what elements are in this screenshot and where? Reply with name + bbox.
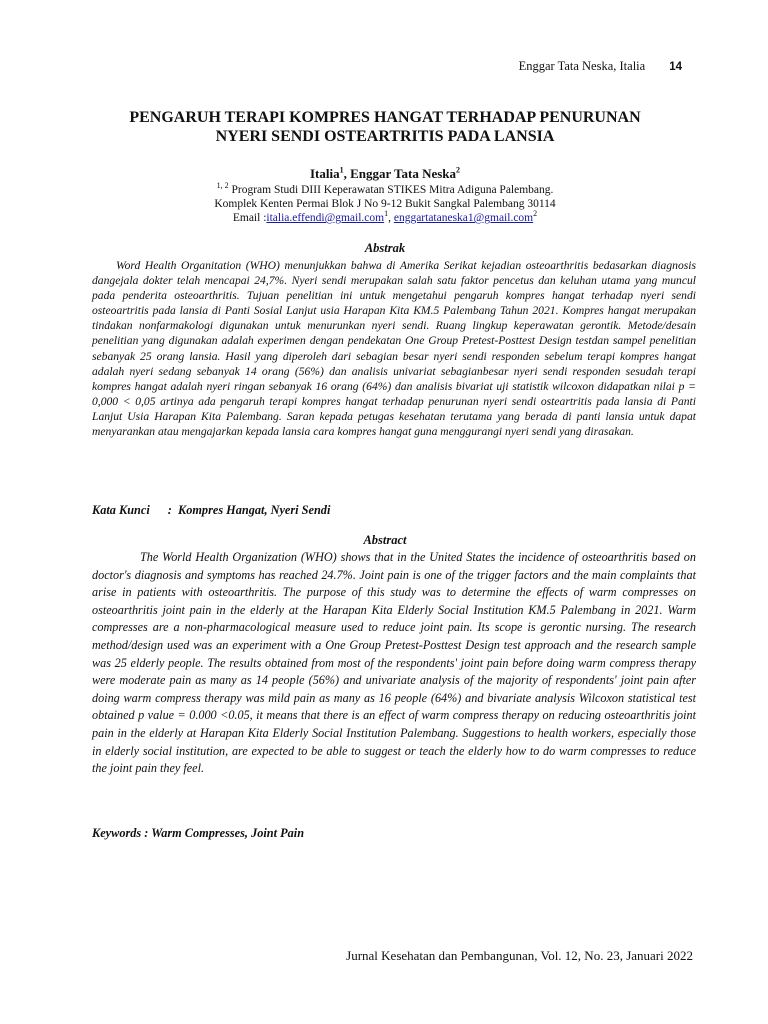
abstract-heading: Abstract xyxy=(363,533,407,547)
author-1-affiliation-mark: 1 xyxy=(339,165,344,175)
author-list xyxy=(80,166,690,182)
email-separator: , xyxy=(388,212,394,224)
kata-kunci-line xyxy=(92,503,330,518)
email-line xyxy=(80,211,690,225)
email-link-1[interactable]: italia.effendi@gmail.com xyxy=(266,212,385,224)
affiliation-block xyxy=(80,183,690,225)
affiliation-address: Komplek Kenten Permai Blok J No 9-12 Bukit Sangkal Palembang 30114 xyxy=(214,198,556,210)
affiliation-institution: Program Studi DIII Keperawatan STIKES Mitra Adiguna Palembang. xyxy=(228,184,554,196)
kata-kunci-value: Kompres Hangat, Nyeri Sendi xyxy=(178,503,331,517)
email-1-mark: 1 xyxy=(384,209,389,219)
running-head-authors: Enggar Tata Neska, Italia xyxy=(518,59,646,73)
abstrak-body: Word Health Organitation (WHO) menunjukkan bahwa di Amerika Serikat kejadian osteoarthritis bedasarkan diagnosis dangejala dokter telah mencapai 24,7%. Nyeri sendi merupakan salah satu faktor pencetus dan keluhan utama yang muncul pada penderita osteoarthritis. Tujuan penelitian ini untuk mengetahui pengaruh kompres hangat terhadap nyeri sendi osteoartritis pada lansia di Panti Sosial Lanjut usia Harapan Kita KM.5 Palembang Tahun 2021. Kompres hangat merupakan tindakan nonfarmakologi digunakan untuk menurunkan nyeri sendi. Ruang lingkup keperawatan gerontik. Metode/desain penelitian yang digunakan adalah experimen dengan pendekatan One Group Pretest-Posttest Design testdan sampel penelitian sebanyak 25 orang lansia. Hasil yang diperoleh dari sebagian besar nyeri sendi responden sebelum terapi kompres hangat adalah nyeri sedang sebanyak 14 orang (56%) dan analisis univariat sebagianbesar nyeri sendi responden sesudah terapi kompres hangat adalah nyeri ringan sebanyak 16 orang (64%) dan analisis bivariat uji statistik wilcoxon didapatkan nilai p = 0,000 < 0,05 artinya ada pengaruh terapi kompres hangat terhadap penurunan nyeri sendi osteartritis pada lansia di Panti Lanjut Usia Harapan Kita Palembang. Saran kepada petugas kesehatan terutama yang berada di panti lansia untuk dapat menyarankan atau mengajarkan kepada lansia cara kompres hangat guna menggurangi nyeri sendi yang dirasakan. xyxy=(92,259,696,439)
keywords-line: Keywords : Warm Compresses, Joint Pain xyxy=(92,826,305,840)
affiliation-marks: 1, 2 xyxy=(216,181,229,191)
paper-title-line-1: PENGARUH TERAPI KOMPRES HANGAT TERHADAP PENURUNAN xyxy=(129,109,641,126)
affiliation-line-1 xyxy=(80,183,690,197)
author-2-affiliation-mark: 2 xyxy=(456,165,461,175)
paper-title-line-2: NYERI SENDI OSTEARTRITIS PADA LANSIA xyxy=(215,128,555,145)
email-label: Email : xyxy=(232,212,267,224)
abstract-body: The World Health Organization (WHO) shows that in the United States the incidence of osteoarthritis based on doctor's diagnosis and symptoms has reached 24.7%. Joint pain is one of the trigger factors and the main complaints that arise in patients with osteoarthritis. The purpose of this study was to determine the effects of warm compresses on osteoarthritis joint pain in the elderly at the Harapan Kita Elderly Social Institution KM.5 Palembang in 2021. Warm compresses are a non-pharmacological measure used to reduce joint pain. Its scope is gerontic nursing. The research method/design used was an experiment with a One Group Pretest-Posttest Design test approach and the research sample was 25 elderly people. The results obtained from most of the respondents' joint pain before doing warm compress therapy were moderate pain as many as 14 people (56%) and univariate analysis of the majority of respondents' joint pain after doing warm compress therapy was mild pain as many as 16 people (64%) and bivariate analysis Wilcoxon statistical test obtained p value = 0.000 <0.05, it means that there is an effect of warm compress therapy on reducing osteoarthritis joint pain in the elderly at Harapan Kita Elderly Social Institution Palembang. Suggestions to health workers, especially those in elderly social institution, are expected to be able to suggest or teach the elderly how to do warm compresses to reduce the joint pain they feel. xyxy=(92,550,696,776)
abstrak-heading: Abstrak xyxy=(364,241,406,255)
email-2-mark: 2 xyxy=(533,209,538,219)
author-2-name: Enggar Tata Neska xyxy=(350,166,457,181)
author-separator: , xyxy=(343,166,351,181)
email-link-2[interactable]: enggartataneska1@gmail.com xyxy=(393,212,534,224)
paper-title xyxy=(80,108,690,146)
author-1-name: Italia xyxy=(309,166,340,181)
journal-footer: Jurnal Kesehatan dan Pembangunan, Vol. 12, No. 23, Januari 2022 xyxy=(346,948,693,963)
page-number: 14 xyxy=(669,61,682,73)
running-head xyxy=(519,59,682,74)
kata-kunci-label: Kata Kunci xyxy=(92,503,150,517)
kata-kunci-colon: : xyxy=(167,503,172,517)
